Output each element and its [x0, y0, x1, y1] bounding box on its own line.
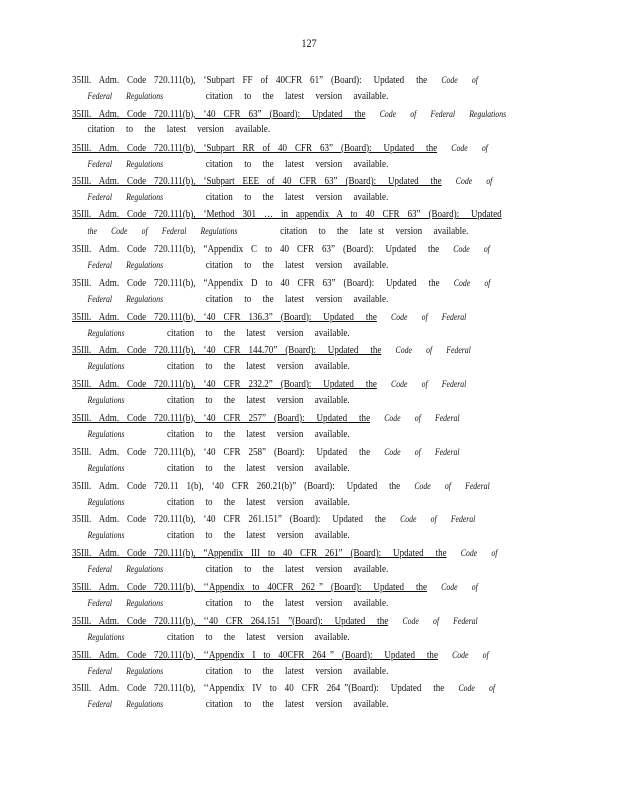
amendment-entry [72, 478, 542, 512]
entry-update-note: citation to the latest version available. [167, 496, 350, 508]
amendment-entry [72, 579, 542, 613]
entry-cfr-label: Code of [426, 581, 478, 592]
entry-cfr-label: Code of [446, 548, 498, 559]
amendment-entry [72, 680, 542, 714]
entry-citation-text: 35Ill. Adm. Code 720.111(b), ‘40 CFR 257” (Board): Updated the [72, 412, 371, 424]
entry-line-2 [72, 561, 476, 577]
entry-citation-text: 35Ill. Adm. Code 720.111(b), ‘40 CFR 261.151” (Board): Updated the [72, 514, 386, 526]
amendment-entry [72, 275, 542, 309]
entry-cfr-label: Code of [437, 142, 488, 153]
entry-line-1 [72, 207, 502, 223]
amendment-entry [72, 241, 542, 275]
entry-line-1 [72, 140, 488, 156]
entry-update-note: citation to the latest version available. [205, 564, 389, 576]
entry-cfr-continuation: Federal Regulations [87, 699, 206, 710]
entry-cfr-label: Code of [437, 649, 489, 660]
entry-citation-text: 35Ill. Adm. Code 720.111(b), ‘40 CFR 144.70” (Board): Updated the [72, 345, 382, 357]
entry-citation-text: 35Ill. Adm. Code 720.111(b), ‘Subpart RR of 40 CFR 63” (Board): Updated the [72, 142, 438, 154]
entry-cfr-continuation: Regulations [87, 631, 168, 642]
entry-cfr-label: Code of Federal [385, 514, 476, 525]
entry-update-note: citation to the latest version available. [167, 462, 350, 474]
entry-cfr-continuation: Regulations [87, 428, 168, 439]
amendment-entry [72, 613, 542, 647]
entry-update-note: citation to the latest version available. [205, 699, 389, 711]
entry-citation-text: 35Ill. Adm. Code 720.111(b), ‘40 CFR 232.2” (Board): Updated the [72, 379, 377, 391]
entry-citation-text: 35Ill. Adm. Code 720.111(b), ‘‘Appendix I to 40CFR 264 ” (Board): Updated the [72, 649, 438, 661]
entry-line-1 [72, 72, 476, 88]
entry-citation-text: 35Ill. Adm. Code 720.111(b), ‘40 CFR 258” (Board): Updated the [72, 446, 371, 458]
entry-line-1 [72, 376, 476, 392]
entry-update-note: citation to the latest version available. [167, 327, 350, 339]
entry-line-2 [72, 426, 476, 442]
entry-update-note: citation to the latest version available. [205, 597, 389, 609]
entry-cfr-continuation: Federal Regulations [87, 293, 206, 304]
entry-cfr-label: Code of Federal [370, 412, 460, 423]
entry-cfr-label: Code of Federal [388, 615, 478, 626]
entry-cfr-continuation: Federal Regulations [87, 91, 206, 101]
entry-line-2 [72, 122, 476, 138]
entry-citation-text: 35Ill. Adm. Code 720.111(b), ‘40 CFR 136.3” (Board): Updated the [72, 311, 377, 323]
entry-update-note: citation to the latest version available. [87, 123, 271, 135]
entry-citation-text: 35Ill. Adm. Code 720.111(b), ‘‘Appendix to 40CFR 262 ” (Board): Updated the [72, 581, 427, 593]
amendment-entry [72, 140, 542, 174]
entry-line-2 [72, 358, 476, 374]
entry-line-1 [72, 478, 490, 494]
entry-update-note: citation to the latest version available. [167, 395, 350, 407]
amendment-entry [72, 342, 542, 376]
entry-update-note: citation to the latest version available. [167, 361, 350, 373]
entry-line-2 [72, 460, 476, 476]
entry-citation-text: 35Ill. Adm. Code 720.111(b), ‘‘40 CFR 264.151 ”(Board): Updated the [72, 615, 389, 627]
entry-line-1 [72, 342, 476, 358]
entry-cfr-label: Code of [427, 75, 478, 85]
amendment-entry [72, 511, 542, 545]
amendment-entry [72, 207, 542, 241]
entry-cfr-continuation: Regulations [87, 327, 168, 338]
entry-line-2 [72, 696, 476, 712]
entry-cfr-label: Code of [439, 243, 490, 254]
entry-cfr-continuation: Federal Regulations [87, 665, 206, 676]
entry-line-1 [72, 545, 498, 561]
entry-citation-text: 35Ill. Adm. Code 720.111(b), “Appendix III to 40 CFR 261” (Board): Updated the [72, 548, 447, 560]
entry-citation-text: 35Ill. Adm. Code 720.111(b), “Appendix C to 40 CFR 63” (Board): Updated the [72, 243, 440, 255]
entry-cfr-continuation: Federal Regulations [87, 597, 206, 608]
entry-cfr-continuation: Federal Regulations [87, 158, 206, 169]
amendment-entry [72, 444, 542, 478]
entry-citation-text: 35Ill. Adm. Code 720.111(b), ‘Subpart FF of 40CFR 61” (Board): Updated the [72, 75, 428, 86]
entry-update-note: citation to the latest version available. [205, 158, 389, 170]
amendment-entry [72, 376, 542, 410]
amendment-list [72, 72, 542, 714]
entry-update-note: citation to the latest version available. [205, 259, 389, 271]
entry-line-2 [72, 494, 476, 510]
entry-line-2 [72, 392, 476, 408]
entry-cfr-continuation: Regulations [87, 462, 168, 473]
entry-line-2 [72, 629, 476, 645]
entry-cfr-continuation: Federal Regulations [87, 192, 206, 203]
entry-cfr-label: Code of Federal [376, 379, 467, 390]
entry-cfr-continuation: Federal Regulations [87, 564, 206, 575]
entry-line-1 [72, 106, 507, 122]
entry-cfr-label: Code of Federal [400, 480, 490, 491]
entry-citation-text: 35Ill. Adm. Code 720.111(b), ‘‘Appendix IV to 40 CFR 264 ”(Board): Updated the [72, 683, 445, 695]
entry-update-note: citation to the latest version available. [205, 91, 389, 102]
entry-cfr-label: Code of Federal [370, 446, 460, 457]
entry-update-note: citation to the latest version available. [205, 665, 389, 677]
entry-update-note: citation to the latest version available. [167, 428, 350, 440]
entry-line-2 [72, 88, 476, 104]
entry-cfr-label: Code of Federal [376, 311, 467, 322]
entry-citation-text: 35Ill. Adm. Code 720.111(b), ‘40 CFR 63” (Board): Updated the [72, 108, 366, 120]
entry-line-1 [72, 241, 490, 257]
entry-line-2 [72, 595, 476, 611]
entry-cfr-continuation: Regulations [87, 530, 168, 541]
entry-line-2 [72, 257, 476, 273]
entry-line-1 [72, 444, 476, 460]
entry-cfr-label: Code of [444, 683, 496, 694]
entry-citation-text: 35Ill. Adm. Code 720.111(b), “Appendix D to 40 CFR 63” (Board): Updated the [72, 277, 440, 289]
entry-cfr-label: Code of Federal Regulations [365, 108, 507, 119]
entry-cfr-continuation: the Code of Federal Regulations [87, 226, 281, 237]
entry-line-2 [72, 663, 476, 679]
entry-update-note: citation to the latest version available. [205, 293, 389, 305]
entry-cfr-label: Code of Federal [381, 345, 471, 356]
entry-citation-text: 35Ill. Adm. Code 720.11 1(b), ‘40 CFR 260.21(b)” (Board): Updated the [72, 480, 401, 492]
amendment-entry [72, 173, 542, 207]
entry-line-2 [72, 527, 476, 543]
page-number: 127 [301, 36, 317, 50]
entry-line-2 [72, 223, 476, 239]
entry-line-1 [72, 511, 476, 527]
entry-line-2 [72, 325, 476, 341]
entry-update-note: citation to the late st version available. [280, 226, 469, 238]
amendment-entry [72, 647, 542, 681]
entry-cfr-label: Code of [441, 176, 493, 187]
entry-line-1 [72, 680, 496, 696]
amendment-entry [72, 545, 542, 579]
entry-cfr-continuation: Regulations [87, 361, 168, 372]
entry-citation-text: 35Ill. Adm. Code 720.111(b), ‘Method 301 … in appendix A to 40 CFR 63” (Board): Updated [72, 209, 502, 221]
entry-update-note: citation to the latest version available. [167, 530, 350, 542]
amendment-entry [72, 410, 542, 444]
entry-update-note: citation to the latest version available. [167, 631, 350, 643]
entry-citation-text: 35Ill. Adm. Code 720.111(b), ‘Subpart EEE of 40 CFR 63” (Board): Updated the [72, 176, 442, 188]
entry-line-1 [72, 410, 476, 426]
entry-line-1 [72, 613, 476, 629]
entry-line-1 [72, 647, 489, 663]
amendment-entry [72, 72, 542, 106]
entry-cfr-continuation: Federal Regulations [87, 259, 206, 270]
entry-line-1 [72, 275, 491, 291]
amendment-entry [72, 106, 542, 140]
entry-line-2 [72, 156, 476, 172]
entry-update-note: citation to the latest version available. [205, 192, 389, 204]
entry-line-1 [72, 173, 493, 189]
entry-cfr-continuation: Regulations [87, 395, 168, 406]
entry-line-2 [72, 291, 476, 307]
entry-cfr-continuation: Regulations [87, 496, 168, 507]
entry-line-1 [72, 579, 476, 595]
amendment-entry [72, 309, 542, 343]
entry-line-1 [72, 309, 476, 325]
entry-cfr-label: Code of [439, 277, 491, 288]
entry-line-2 [72, 189, 476, 205]
